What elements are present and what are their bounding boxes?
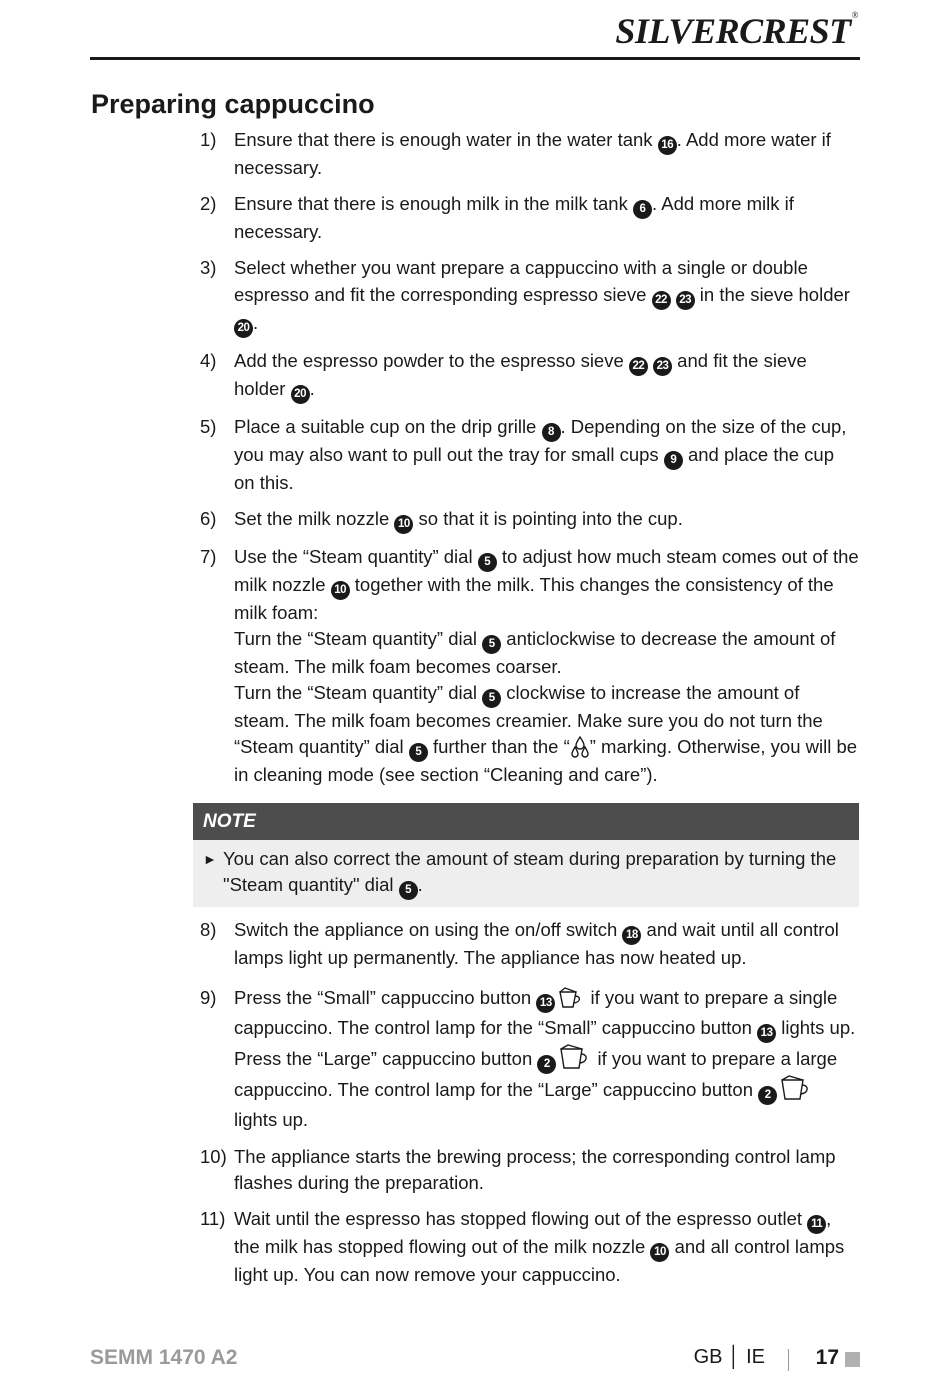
- ref-badge: 20: [291, 385, 310, 404]
- step-text: Ensure that there is enough milk in the milk tank 6 . Add more milk if necessary.: [234, 193, 794, 243]
- ref-badge: 5: [482, 689, 501, 708]
- step-1: [193, 127, 859, 181]
- step-2: [193, 191, 859, 245]
- step-number: 10): [200, 1146, 227, 1168]
- language-codes: GB │ IE: [693, 1346, 765, 1368]
- step-text: The appliance starts the brewing process; the corresponding control lamp flashes during the preparation.: [234, 1146, 836, 1194]
- ref-badge: 5: [399, 881, 418, 900]
- ref-badge: 5: [482, 635, 501, 654]
- model-number: SEMM 1470 A2: [90, 1346, 238, 1369]
- step-text: Add the espresso powder to the espresso sieve 22 23 and fit the sieve holder 20 .: [234, 348, 859, 404]
- ref-badge: 18: [622, 926, 641, 945]
- ref-badge: 9: [664, 451, 683, 470]
- step-number: 6): [200, 507, 217, 529]
- step-number: 1): [200, 129, 217, 150]
- ref-badge: 10: [650, 1243, 669, 1262]
- note-heading: NOTE: [193, 803, 859, 840]
- step-8: [193, 917, 859, 971]
- ref-badge: 2: [537, 1055, 556, 1074]
- ref-badge: 11: [807, 1215, 826, 1234]
- step-text: Ensure that there is enough water in the water tank 16 . Add more water if necessary.: [234, 129, 831, 178]
- ref-badge: 10: [394, 515, 413, 534]
- step-6: [193, 506, 859, 534]
- step-4: [193, 348, 859, 404]
- step-text: Use the “Steam quantity” dial 5 to adjust how much steam comes out of the milk nozzle 10 together with the milk. This changes the consistency of the milk foam:: [234, 545, 859, 623]
- step-text: Select whether you want prepare a cappuccino with a single or double espresso and fit the corresponding espresso sieve 22 23 in the sieve holder 20 .: [234, 255, 859, 337]
- ref-badge: 23: [676, 291, 695, 310]
- ref-badge: 10: [331, 581, 350, 600]
- page-footer: [90, 1346, 860, 1376]
- step-number: 5): [200, 415, 217, 437]
- step-text: Turn the “Steam quantity” dial 5 clockwise to increase the amount of steam. The milk foam becomes creamier. Make sure you do not turn the “Steam quantity” dial 5 further than the “ ” marking. Otherwise, you will be in cleaning mode (see section “Cleaning and care”).: [234, 682, 858, 786]
- step-number: 7): [200, 545, 217, 567]
- step-11: [193, 1206, 859, 1288]
- step-number: 2): [200, 193, 217, 215]
- page-number: 17: [815, 1346, 839, 1369]
- ref-badge: 13: [536, 994, 555, 1013]
- step-9: [193, 983, 859, 1134]
- ref-badge: 20: [234, 319, 253, 338]
- ref-badge: 22: [629, 357, 648, 376]
- ref-badge: 6: [633, 200, 652, 219]
- brand-name: SILVERCREST: [615, 11, 851, 51]
- step-text: Set the milk nozzle 10 so that it is pointing into the cup.: [234, 506, 859, 534]
- ref-badge: 8: [542, 423, 561, 442]
- large-cup-icon: [558, 1043, 590, 1071]
- step-number: 11): [200, 1208, 226, 1230]
- footer-divider: [788, 1349, 789, 1371]
- step-5: [193, 414, 859, 496]
- step-7: [193, 544, 859, 789]
- ref-badge: 5: [409, 743, 428, 762]
- ref-badge: 22: [652, 291, 671, 310]
- large-cup-icon: [779, 1074, 811, 1102]
- ref-badge: 13: [757, 1024, 776, 1043]
- step-number: 3): [200, 257, 217, 279]
- triangle-bullet-icon: ►: [203, 850, 217, 867]
- step-text: Wait until the espresso has stopped flowing out of the espresso outlet 11 , the milk has stopped flowing out of the milk nozzle 10 and all control lamps light up. You can now remove your cappuccino.: [234, 1208, 845, 1286]
- step-number: 4): [200, 349, 217, 371]
- brand-logo: [615, 10, 858, 52]
- instruction-list: [193, 127, 859, 1299]
- step-text: Switch the appliance on using the on/off switch 18 and wait until all control lamps light up permanently. The appliance has now heated up.: [234, 918, 839, 968]
- step-10: [193, 1144, 859, 1196]
- small-cup-icon: [557, 986, 583, 1010]
- ref-badge: 16: [658, 136, 677, 155]
- registered-mark: ®: [851, 10, 858, 20]
- step-text: Press the “Small” cappuccino button 13 if you want to prepare a single cappuccino. The control lamp for the “Small” cappuccino button 13 lights up.: [234, 983, 859, 1043]
- step-text: Place a suitable cup on the drip grille 8 . Depending on the size of the cup, you may also want to pull out the tray for small cups 9 and place the cup on this.: [234, 415, 847, 493]
- note-box: [193, 803, 859, 907]
- step-text: Press the “Large” cappuccino button 2 if you want to prepare a large cappuccino. The control lamp for the “Large” cappuccino button 2 lights up.: [234, 1043, 859, 1134]
- ref-badge: 5: [478, 553, 497, 572]
- section-title: Preparing cappuccino: [91, 89, 375, 119]
- step-number: 9): [200, 987, 217, 1009]
- note-body: ► You can also correct the amount of steam during preparation by turning the "Steam quantity" dial 5 .: [193, 840, 859, 907]
- ref-badge: 23: [653, 357, 672, 376]
- steam-drops-icon: [570, 735, 590, 759]
- step-number: 8): [200, 918, 217, 940]
- header-rule: [90, 57, 860, 60]
- ref-badge: 2: [758, 1086, 777, 1105]
- page-marker-square: [845, 1352, 860, 1367]
- step-3: [193, 255, 859, 337]
- step-text: Turn the “Steam quantity” dial 5 anticlockwise to decrease the amount of steam. The milk foam becomes coarser.: [234, 628, 836, 678]
